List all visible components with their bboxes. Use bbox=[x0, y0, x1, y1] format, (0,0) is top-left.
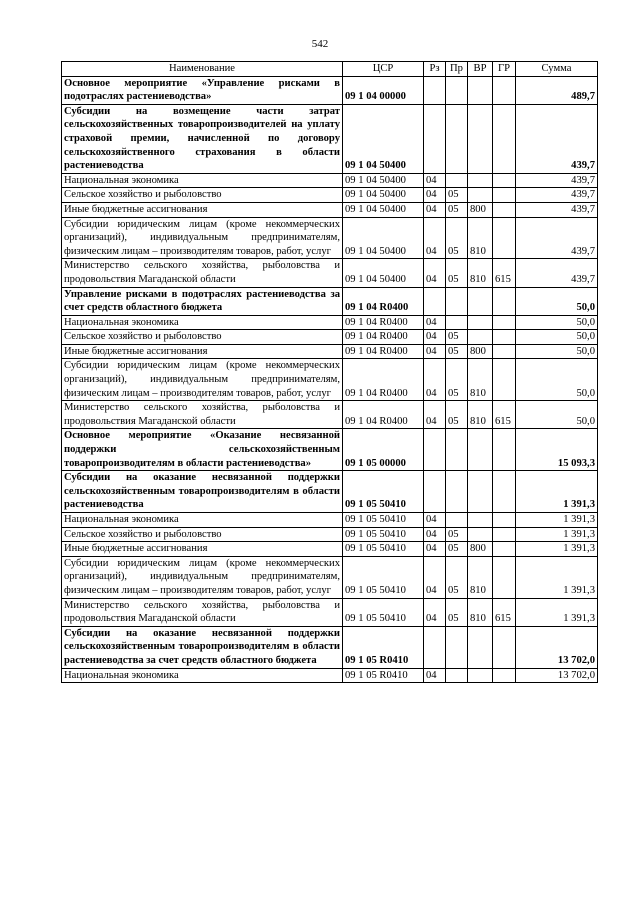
cell-sum: 50,0 bbox=[516, 287, 598, 315]
cell-name: Управление рисками в подотраслях растениеводства за счет средств областного бюджета bbox=[62, 287, 343, 315]
cell-pr bbox=[446, 76, 468, 104]
cell-gr bbox=[493, 668, 516, 683]
cell-pr bbox=[446, 668, 468, 683]
cell-pr bbox=[446, 429, 468, 471]
table-row bbox=[62, 626, 598, 668]
cell-sum: 439,7 bbox=[516, 173, 598, 188]
cell-vr bbox=[468, 287, 493, 315]
cell-vr: 800 bbox=[468, 202, 493, 217]
cell-sum: 1 391,3 bbox=[516, 513, 598, 528]
cell-csr: 09 1 05 50410 bbox=[343, 527, 424, 542]
cell-rz: 04 bbox=[424, 527, 446, 542]
cell-csr: 09 1 05 00000 bbox=[343, 429, 424, 471]
cell-rz bbox=[424, 626, 446, 668]
table-body bbox=[62, 76, 598, 683]
cell-gr bbox=[493, 315, 516, 330]
cell-vr bbox=[468, 513, 493, 528]
cell-sum: 13 702,0 bbox=[516, 668, 598, 683]
cell-sum: 1 391,3 bbox=[516, 598, 598, 626]
cell-rz bbox=[424, 104, 446, 173]
cell-name: Национальная экономика bbox=[62, 173, 343, 188]
cell-rz: 04 bbox=[424, 556, 446, 598]
cell-sum: 50,0 bbox=[516, 330, 598, 345]
header-rz: Рз bbox=[424, 62, 446, 77]
table-row bbox=[62, 471, 598, 513]
table-row bbox=[62, 315, 598, 330]
cell-sum: 15 093,3 bbox=[516, 429, 598, 471]
table-row bbox=[62, 76, 598, 104]
cell-vr: 810 bbox=[468, 556, 493, 598]
cell-csr: 09 1 05 50410 bbox=[343, 513, 424, 528]
cell-rz: 04 bbox=[424, 513, 446, 528]
table-row bbox=[62, 527, 598, 542]
cell-rz: 04 bbox=[424, 344, 446, 359]
cell-pr bbox=[446, 173, 468, 188]
cell-rz: 04 bbox=[424, 542, 446, 557]
page-number: 542 bbox=[311, 38, 329, 50]
cell-name: Сельское хозяйство и рыболовство bbox=[62, 527, 343, 542]
cell-vr bbox=[468, 429, 493, 471]
cell-rz: 04 bbox=[424, 217, 446, 259]
cell-vr: 810 bbox=[468, 217, 493, 259]
cell-gr bbox=[493, 104, 516, 173]
cell-name: Субсидии юридическим лицам (кроме некоммерческих организаций), индивидуальным предпринимателям, физическим лицам – производителям товаров, работ, услуг bbox=[62, 359, 343, 401]
cell-gr bbox=[493, 542, 516, 557]
budget-table bbox=[61, 61, 598, 683]
cell-name: Субсидии на оказание несвязанной поддержки сельскохозяйственным товаропроизводителям в области растениеводства bbox=[62, 471, 343, 513]
table-row bbox=[62, 173, 598, 188]
cell-pr bbox=[446, 471, 468, 513]
cell-sum: 1 391,3 bbox=[516, 542, 598, 557]
cell-rz: 04 bbox=[424, 202, 446, 217]
cell-pr: 05 bbox=[446, 556, 468, 598]
cell-rz: 04 bbox=[424, 401, 446, 429]
table-row bbox=[62, 556, 598, 598]
cell-name: Министерство сельского хозяйства, рыболовства и продовольствия Магаданской области bbox=[62, 401, 343, 429]
cell-rz: 04 bbox=[424, 668, 446, 683]
header-name: Наименование bbox=[62, 62, 343, 77]
cell-sum: 439,7 bbox=[516, 202, 598, 217]
cell-csr: 09 1 04 R0400 bbox=[343, 315, 424, 330]
cell-vr bbox=[468, 330, 493, 345]
table-row bbox=[62, 359, 598, 401]
cell-vr bbox=[468, 76, 493, 104]
cell-pr bbox=[446, 315, 468, 330]
cell-rz bbox=[424, 76, 446, 104]
cell-rz bbox=[424, 287, 446, 315]
cell-csr: 09 1 04 50400 bbox=[343, 104, 424, 173]
cell-pr bbox=[446, 513, 468, 528]
table-header-row bbox=[62, 62, 598, 77]
cell-name: Иные бюджетные ассигнования bbox=[62, 542, 343, 557]
cell-name: Национальная экономика bbox=[62, 315, 343, 330]
cell-csr: 09 1 04 R0400 bbox=[343, 287, 424, 315]
cell-csr: 09 1 04 00000 bbox=[343, 76, 424, 104]
table-row bbox=[62, 287, 598, 315]
cell-name: Национальная экономика bbox=[62, 513, 343, 528]
cell-gr bbox=[493, 626, 516, 668]
cell-pr: 05 bbox=[446, 344, 468, 359]
cell-rz: 04 bbox=[424, 330, 446, 345]
cell-pr bbox=[446, 626, 468, 668]
cell-vr bbox=[468, 188, 493, 203]
cell-sum: 50,0 bbox=[516, 359, 598, 401]
cell-csr: 09 1 05 R0410 bbox=[343, 668, 424, 683]
cell-name: Субсидии юридическим лицам (кроме некоммерческих организаций), индивидуальным предпринимателям, физическим лицам – производителям товаров, работ, услуг bbox=[62, 217, 343, 259]
cell-csr: 09 1 05 50410 bbox=[343, 471, 424, 513]
table-row bbox=[62, 344, 598, 359]
cell-name: Иные бюджетные ассигнования bbox=[62, 344, 343, 359]
cell-vr bbox=[468, 626, 493, 668]
header-sum: Сумма bbox=[516, 62, 598, 77]
cell-rz: 04 bbox=[424, 598, 446, 626]
cell-vr bbox=[468, 471, 493, 513]
cell-name: Сельское хозяйство и рыболовство bbox=[62, 188, 343, 203]
cell-name: Иные бюджетные ассигнования bbox=[62, 202, 343, 217]
cell-vr bbox=[468, 173, 493, 188]
cell-pr bbox=[446, 104, 468, 173]
cell-name: Сельское хозяйство и рыболовство bbox=[62, 330, 343, 345]
cell-gr bbox=[493, 217, 516, 259]
table-row bbox=[62, 429, 598, 471]
table-row bbox=[62, 542, 598, 557]
cell-sum: 439,7 bbox=[516, 104, 598, 173]
cell-pr: 05 bbox=[446, 542, 468, 557]
cell-gr bbox=[493, 471, 516, 513]
cell-name: Субсидии на возмещение части затрат сельскохозяйственных товаропроизводителей на уплату страховой премии, начисленной по договору сельскохозяйственного страхования в области растениеводства bbox=[62, 104, 343, 173]
cell-csr: 09 1 04 50400 bbox=[343, 188, 424, 203]
cell-sum: 50,0 bbox=[516, 315, 598, 330]
cell-rz: 04 bbox=[424, 173, 446, 188]
cell-gr: 615 bbox=[493, 259, 516, 287]
table-row bbox=[62, 513, 598, 528]
cell-vr: 810 bbox=[468, 359, 493, 401]
cell-pr: 05 bbox=[446, 330, 468, 345]
table-row bbox=[62, 598, 598, 626]
header-gr: ГР bbox=[493, 62, 516, 77]
cell-gr bbox=[493, 556, 516, 598]
header-vr: ВР bbox=[468, 62, 493, 77]
cell-sum: 1 391,3 bbox=[516, 471, 598, 513]
cell-name: Министерство сельского хозяйства, рыболовства и продовольствия Магаданской области bbox=[62, 259, 343, 287]
header-pr: Пр bbox=[446, 62, 468, 77]
cell-csr: 09 1 04 50400 bbox=[343, 259, 424, 287]
cell-csr: 09 1 05 50410 bbox=[343, 556, 424, 598]
cell-pr: 05 bbox=[446, 188, 468, 203]
table-row bbox=[62, 188, 598, 203]
cell-gr bbox=[493, 344, 516, 359]
cell-gr bbox=[493, 513, 516, 528]
cell-csr: 09 1 04 50400 bbox=[343, 202, 424, 217]
cell-rz: 04 bbox=[424, 359, 446, 401]
table-row bbox=[62, 104, 598, 173]
cell-name: Субсидии на оказание несвязанной поддержки сельскохозяйственным товаропроизводителям в области растениеводства за счет средств областного бюджета bbox=[62, 626, 343, 668]
cell-vr bbox=[468, 104, 493, 173]
cell-gr bbox=[493, 188, 516, 203]
cell-csr: 09 1 04 R0400 bbox=[343, 401, 424, 429]
cell-vr bbox=[468, 668, 493, 683]
cell-pr: 05 bbox=[446, 217, 468, 259]
table-row bbox=[62, 401, 598, 429]
header-csr: ЦСР bbox=[343, 62, 424, 77]
cell-gr bbox=[493, 173, 516, 188]
cell-gr bbox=[493, 527, 516, 542]
cell-sum: 489,7 bbox=[516, 76, 598, 104]
cell-sum: 439,7 bbox=[516, 217, 598, 259]
cell-gr bbox=[493, 202, 516, 217]
cell-gr: 615 bbox=[493, 598, 516, 626]
cell-sum: 1 391,3 bbox=[516, 527, 598, 542]
cell-gr bbox=[493, 76, 516, 104]
cell-name: Субсидии юридическим лицам (кроме некоммерческих организаций), индивидуальным предпринимателям, физическим лицам – производителям товаров, работ, услуг bbox=[62, 556, 343, 598]
cell-vr: 810 bbox=[468, 598, 493, 626]
cell-csr: 09 1 04 50400 bbox=[343, 217, 424, 259]
table-row bbox=[62, 259, 598, 287]
cell-gr: 615 bbox=[493, 401, 516, 429]
cell-rz: 04 bbox=[424, 315, 446, 330]
cell-pr: 05 bbox=[446, 359, 468, 401]
cell-vr: 810 bbox=[468, 259, 493, 287]
cell-rz bbox=[424, 429, 446, 471]
cell-vr: 800 bbox=[468, 542, 493, 557]
cell-vr bbox=[468, 527, 493, 542]
cell-name: Основное мероприятие «Оказание несвязанной поддержки сельскохозяйственным товаропроизводителям в области растениеводства» bbox=[62, 429, 343, 471]
cell-pr bbox=[446, 287, 468, 315]
cell-csr: 09 1 04 R0400 bbox=[343, 344, 424, 359]
cell-pr: 05 bbox=[446, 202, 468, 217]
cell-name: Министерство сельского хозяйства, рыболовства и продовольствия Магаданской области bbox=[62, 598, 343, 626]
cell-csr: 09 1 05 50410 bbox=[343, 598, 424, 626]
table-row bbox=[62, 217, 598, 259]
cell-csr: 09 1 05 50410 bbox=[343, 542, 424, 557]
table-row bbox=[62, 202, 598, 217]
cell-gr bbox=[493, 359, 516, 401]
cell-vr: 800 bbox=[468, 344, 493, 359]
cell-sum: 50,0 bbox=[516, 401, 598, 429]
cell-sum: 13 702,0 bbox=[516, 626, 598, 668]
table-row bbox=[62, 668, 598, 683]
cell-pr: 05 bbox=[446, 527, 468, 542]
cell-rz: 04 bbox=[424, 259, 446, 287]
cell-csr: 09 1 04 50400 bbox=[343, 173, 424, 188]
cell-rz: 04 bbox=[424, 188, 446, 203]
cell-vr: 810 bbox=[468, 401, 493, 429]
cell-csr: 09 1 04 R0400 bbox=[343, 359, 424, 401]
cell-rz bbox=[424, 471, 446, 513]
cell-gr bbox=[493, 287, 516, 315]
cell-gr bbox=[493, 330, 516, 345]
cell-gr bbox=[493, 429, 516, 471]
cell-pr: 05 bbox=[446, 259, 468, 287]
cell-vr bbox=[468, 315, 493, 330]
cell-sum: 50,0 bbox=[516, 344, 598, 359]
cell-sum: 1 391,3 bbox=[516, 556, 598, 598]
cell-name: Основное мероприятие «Управление рисками в подотраслях растениеводства» bbox=[62, 76, 343, 104]
cell-pr: 05 bbox=[446, 598, 468, 626]
cell-name: Национальная экономика bbox=[62, 668, 343, 683]
cell-sum: 439,7 bbox=[516, 188, 598, 203]
table-row bbox=[62, 330, 598, 345]
cell-sum: 439,7 bbox=[516, 259, 598, 287]
cell-csr: 09 1 04 R0400 bbox=[343, 330, 424, 345]
cell-pr: 05 bbox=[446, 401, 468, 429]
cell-csr: 09 1 05 R0410 bbox=[343, 626, 424, 668]
